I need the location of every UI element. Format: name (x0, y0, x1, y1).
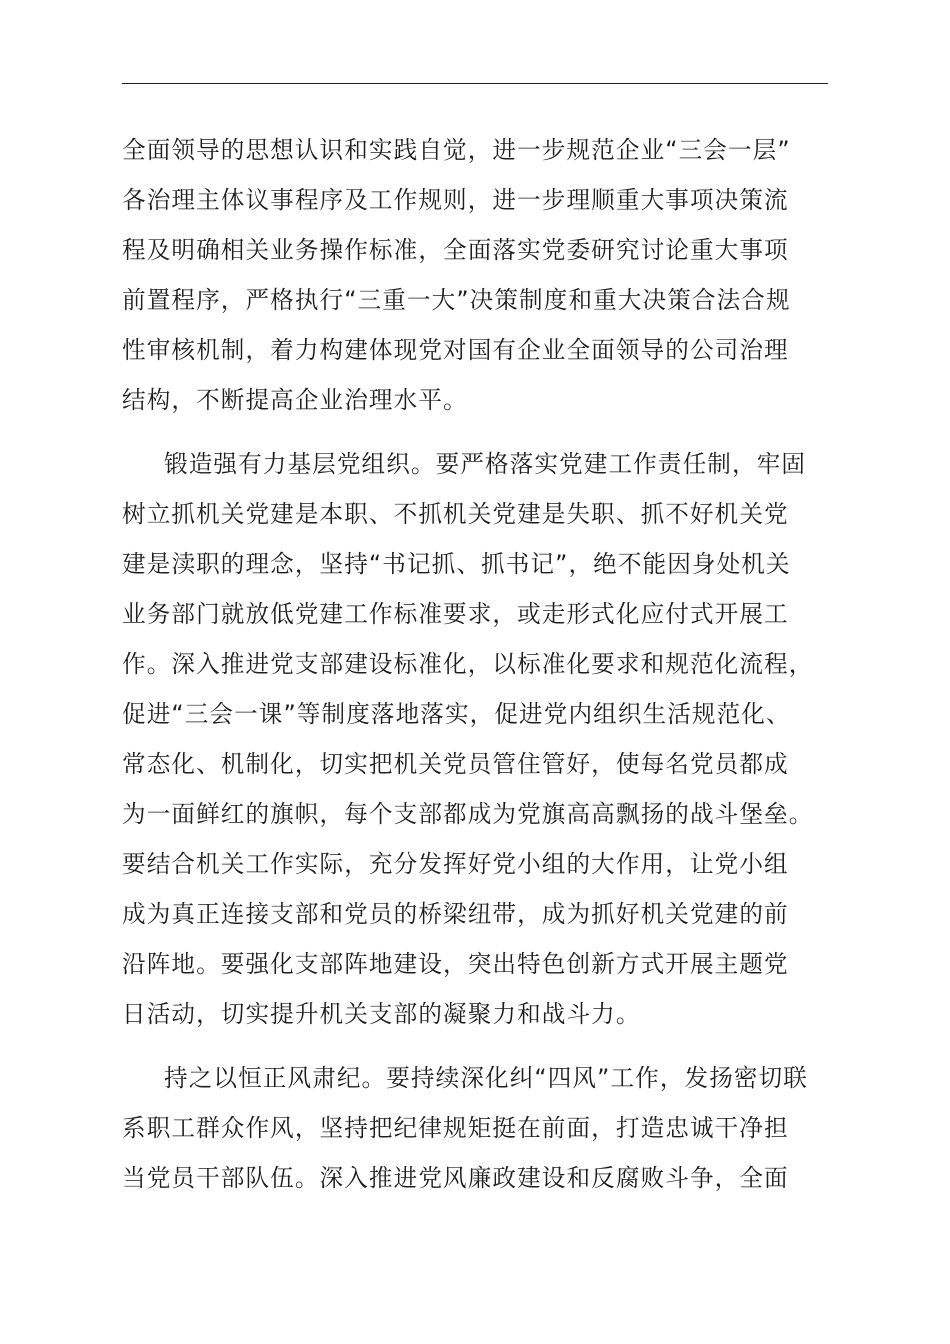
text-line: 常态化、机制化，切实把机关党员管住管好，使每名党员都成 (122, 750, 789, 778)
header-divider (122, 83, 828, 84)
paragraph-spacer (122, 425, 862, 439)
text-line: 锻造强有力基层党组织。要严格落实党建工作责任制，牢固 (164, 450, 807, 478)
text-line: 建是渎职的理念，坚持“书记抓、抓书记”，绝不能因身处机关 (122, 550, 791, 578)
text-line: 持之以恒正风肃纪。要持续深化纠“四风”工作，发扬密切联 (164, 1064, 808, 1092)
paragraph-2 (122, 439, 862, 1039)
text-line: 全面领导的思想认识和实践自觉，进一步规范企业“三会一层” (122, 136, 791, 164)
body-text (122, 125, 862, 1203)
text-line: 结构，不断提高企业治理水平。 (122, 386, 468, 414)
text-line: 前置程序，严格执行“三重一大”决策制度和重大决策合法合规 (122, 286, 791, 314)
text-line: 要结合机关工作实际，充分发挥好党小组的大作用，让党小组 (122, 850, 789, 878)
text-line: 程及明确相关业务操作标准，全面落实党委研究讨论重大事项 (122, 236, 789, 264)
text-line: 促进“三会一课”等制度落地落实，促进党内组织生活规范化、 (122, 700, 791, 728)
paragraph-3 (122, 1053, 862, 1203)
text-line: 树立抓机关党建是本职、不抓机关党建是失职、抓不好机关党 (122, 500, 789, 528)
text-line: 日活动，切实提升机关支部的凝聚力和战斗力。 (122, 1000, 641, 1028)
text-line: 各治理主体议事程序及工作规则，进一步理顺重大事项决策流 (122, 186, 789, 214)
paragraph-1 (122, 125, 862, 425)
text-line: 作。深入推进党支部建设标准化，以标准化要求和规范化流程， (122, 650, 814, 678)
text-line: 当党员干部队伍。深入推进党风廉政建设和反腐败斗争，全面 (122, 1164, 789, 1192)
text-line: 系职工群众作风，坚持把纪律规矩挺在前面，打造忠诚干净担 (122, 1114, 789, 1142)
text-line: 成为真正连接支部和党员的桥梁纽带，成为抓好机关党建的前 (122, 900, 789, 928)
paragraph-spacer (122, 1039, 862, 1053)
text-line: 性审核机制，着力构建体现党对国有企业全面领导的公司治理 (122, 336, 789, 364)
text-line: 为一面鲜红的旗帜，每个支部都成为党旗高高飘扬的战斗堡垒。 (122, 800, 814, 828)
text-line: 沿阵地。要强化支部阵地建设，突出特色创新方式开展主题党 (122, 950, 789, 978)
text-line: 业务部门就放低党建工作标准要求，或走形式化应付式开展工 (122, 600, 789, 628)
